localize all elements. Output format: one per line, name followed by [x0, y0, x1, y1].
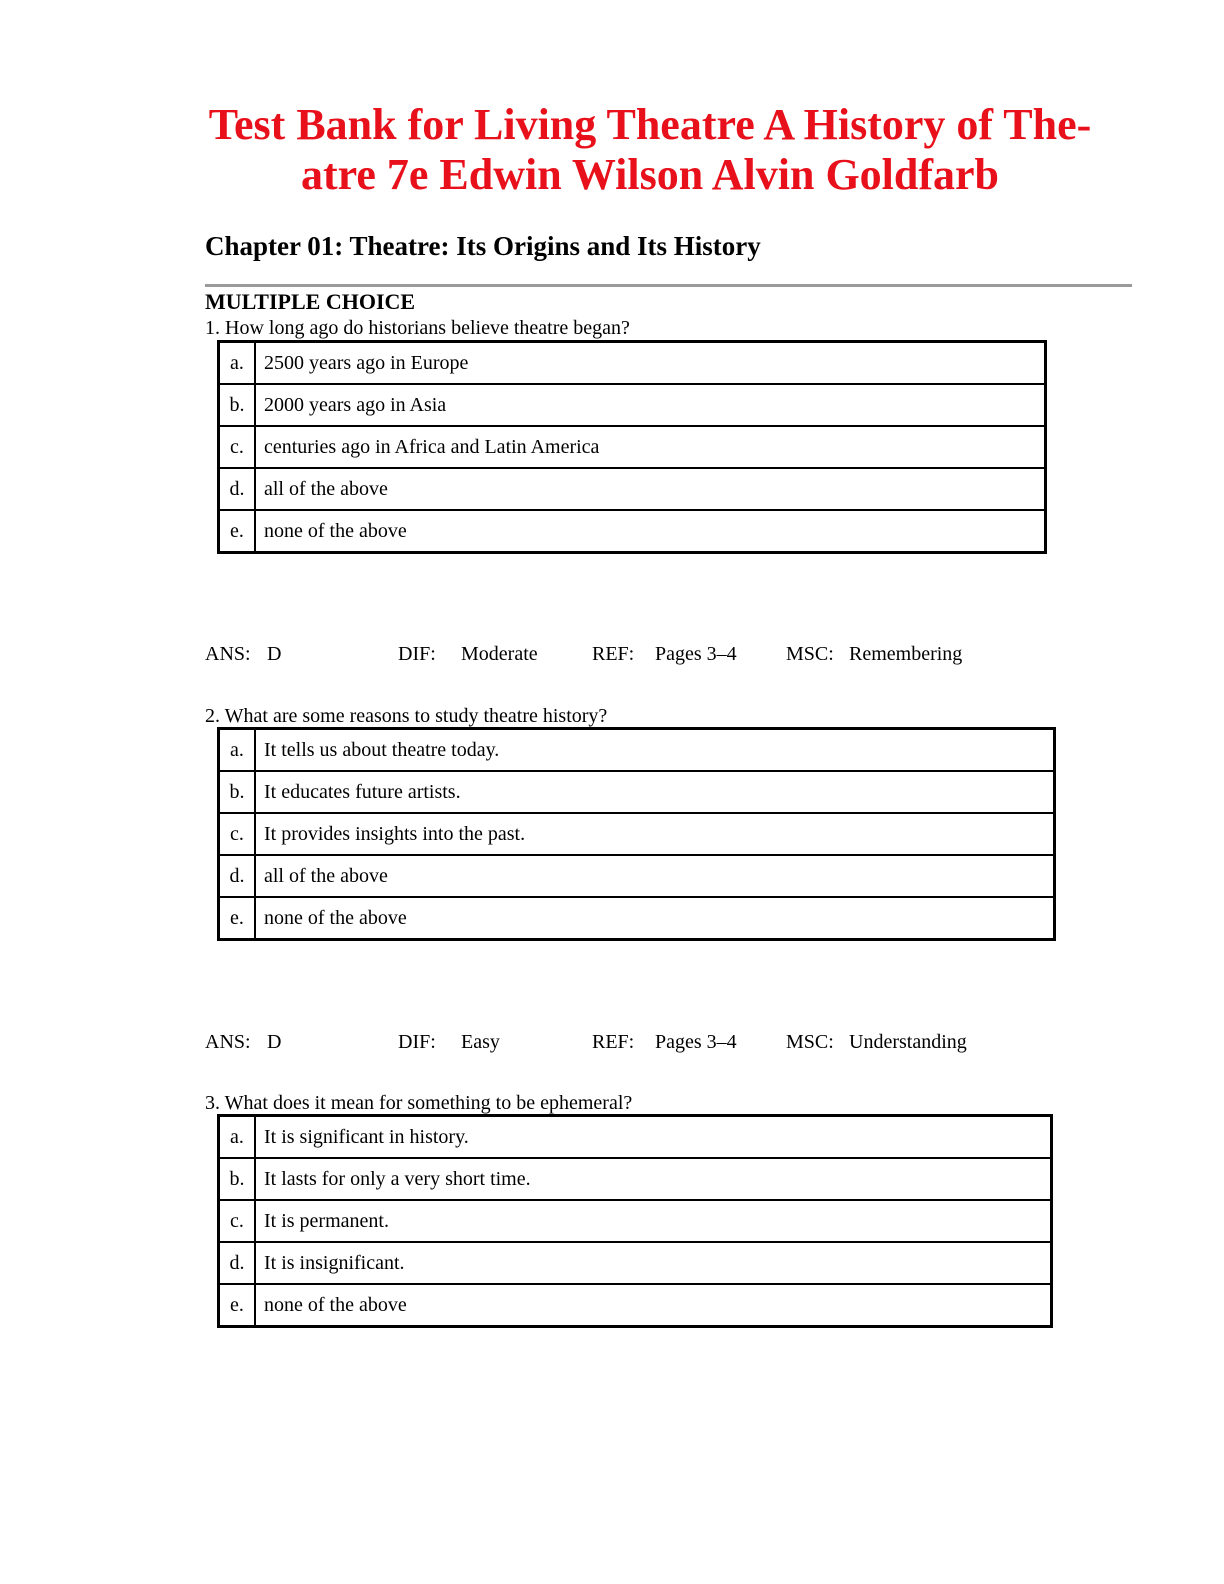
option-letter: b.: [219, 771, 256, 813]
option-text: all of the above: [255, 855, 1055, 897]
question-1-options: [217, 340, 1047, 554]
question-2-text: 2. What are some reasons to study theatre history?: [205, 705, 608, 727]
msc-value: Understanding: [849, 1031, 967, 1053]
msc-value: Remembering: [849, 643, 963, 665]
ref-value: Pages 3–4: [655, 643, 737, 665]
option-letter: b.: [219, 1158, 256, 1200]
ans-value: D: [267, 1031, 282, 1053]
option-letter: d.: [219, 468, 256, 510]
question-2-options: [217, 727, 1056, 941]
question-3-options: [217, 1114, 1053, 1328]
option-text: It tells us about theatre today.: [255, 729, 1055, 772]
option-row: [219, 510, 1046, 553]
option-row: [219, 1284, 1052, 1327]
option-row: [219, 1200, 1052, 1242]
option-text: none of the above: [255, 510, 1046, 553]
dif-label: DIF:: [398, 643, 436, 665]
option-letter: d.: [219, 855, 256, 897]
option-text: It is insignificant.: [255, 1242, 1052, 1284]
option-row: [219, 384, 1046, 426]
option-letter: a.: [219, 729, 256, 772]
msc-label: MSC:: [786, 1031, 834, 1053]
ref-value: Pages 3–4: [655, 1031, 737, 1053]
option-text: 2500 years ago in Europe: [255, 342, 1046, 385]
msc-label: MSC:: [786, 643, 834, 665]
option-row: [219, 1116, 1052, 1159]
option-text: It is significant in history.: [255, 1116, 1052, 1159]
option-letter: b.: [219, 384, 256, 426]
ans-label: ANS:: [205, 1031, 251, 1053]
question-3-text: 3. What does it mean for something to be ephemeral?: [205, 1092, 633, 1114]
option-row: [219, 729, 1055, 772]
ref-label: REF:: [592, 643, 635, 665]
option-letter: d.: [219, 1242, 256, 1284]
option-text: all of the above: [255, 468, 1046, 510]
question-1-text: 1. How long ago do historians believe theatre began?: [205, 317, 630, 339]
option-row: [219, 855, 1055, 897]
option-row: [219, 813, 1055, 855]
option-row: [219, 771, 1055, 813]
option-text: It educates future artists.: [255, 771, 1055, 813]
dif-value: Moderate: [461, 643, 538, 665]
option-text: none of the above: [255, 1284, 1052, 1327]
ans-label: ANS:: [205, 643, 251, 665]
section-heading: MULTIPLE CHOICE: [205, 289, 416, 314]
option-row: [219, 897, 1055, 940]
option-row: [219, 468, 1046, 510]
option-row: [219, 1158, 1052, 1200]
ref-label: REF:: [592, 1031, 635, 1053]
divider: [205, 284, 1132, 287]
chapter-heading: Chapter 01: Theatre: Its Origins and Its History: [205, 231, 761, 261]
dif-value: Easy: [461, 1031, 500, 1053]
option-text: It provides insights into the past.: [255, 813, 1055, 855]
ans-value: D: [267, 643, 282, 665]
option-letter: e.: [219, 897, 256, 940]
option-letter: c.: [219, 813, 256, 855]
option-text: centuries ago in Africa and Latin America: [255, 426, 1046, 468]
dif-label: DIF:: [398, 1031, 436, 1053]
option-text: It lasts for only a very short time.: [255, 1158, 1052, 1200]
option-letter: c.: [219, 1200, 256, 1242]
option-row: [219, 342, 1046, 385]
title-line-2: atre 7e Edwin Wilson Alvin Goldfarb: [300, 150, 1000, 199]
page-title: [160, 100, 1140, 200]
option-letter: a.: [219, 342, 256, 385]
option-text: 2000 years ago in Asia: [255, 384, 1046, 426]
option-letter: e.: [219, 510, 256, 553]
option-row: [219, 426, 1046, 468]
option-row: [219, 1242, 1052, 1284]
title-line-1: Test Bank for Living Theatre A History of The-: [208, 100, 1092, 149]
option-text: It is permanent.: [255, 1200, 1052, 1242]
option-letter: e.: [219, 1284, 256, 1327]
option-letter: a.: [219, 1116, 256, 1159]
option-letter: c.: [219, 426, 256, 468]
option-text: none of the above: [255, 897, 1055, 940]
